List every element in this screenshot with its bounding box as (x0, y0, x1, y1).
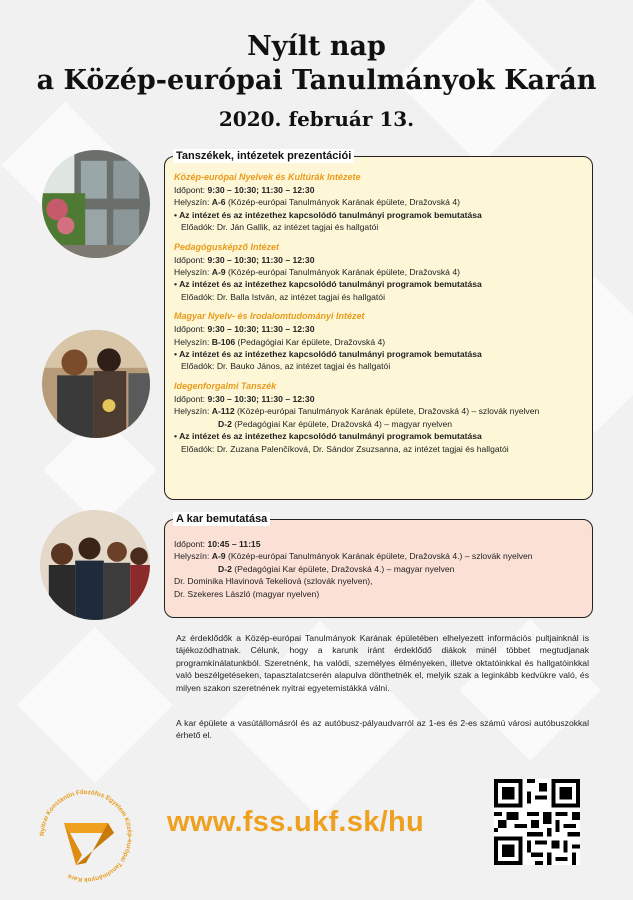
bullet-line: • Az intézet és az intézethez kapcsolódó tanulmányi programok bemutatása (174, 349, 482, 360)
qr-code-icon (494, 779, 580, 865)
section-heading: Idegenforgalmi Tanszék (174, 380, 277, 391)
title-line2: a Közép-európai Tanulmányok Karán (36, 65, 597, 96)
section-heading: Magyar Nyelv- és Irodalomtudományi Intézet (174, 311, 365, 322)
page-title (0, 30, 633, 134)
place-line: Helyszín: A-6 (Közép-európai Tanulmányok Karának épülete, Dražovská 4) (174, 197, 460, 208)
presentations-box (164, 150, 593, 500)
faculty-box (164, 513, 593, 618)
penrose-triangle-logo (34, 784, 138, 888)
speaker-line-2: Dr. Szekeres László (magyar nyelven) (174, 588, 320, 599)
bullet-line: • Az intézet és az intézethez kapcsolódó tanulmányi programok bemutatása (174, 431, 482, 442)
section-pedagoguskepzo (174, 241, 580, 304)
presentations-title: Tanszékek, intézetek prezentációi (173, 149, 354, 163)
event-date: 2020. február 13. (218, 107, 415, 131)
website-link[interactable]: www.fss.ukf.sk/hu (167, 806, 425, 838)
time-line: Időpont: 9:30 – 10:30; 11:30 – 12:30 (174, 254, 315, 265)
building-photo (42, 150, 150, 258)
faculty-title: A kar bemutatása (173, 512, 270, 526)
speaker-line-1: Dr. Dominika Hlavinová Tekeliová (szlovák nyelven), (174, 576, 373, 587)
info-paragraph-1: Az érdeklődők a Közép-európai Tanulmányok Karának épületében elhelyezett információs pultjainknál is tájékozódhatnak. Célunk, hogy a karunk iránt érdeklődő diákok minél többet megtudjanak programkínálatunkból. Szeretnénk, ha valódi, személyes élményeken, illetve oktatóinkkal és hallgatóinkkal való beszélgetéseken, tapasztalatcserén alapulva dönthetnék el, melyik szak a leginkább kedvükre való, és milyen szakon szeretnének nyitrai egyetemistákká válni. (176, 633, 589, 693)
speakers-line: Előadók: Dr. Bauko János, az intézet tagjai és hallgatói (181, 361, 391, 372)
speakers-line: Előadók: Dr. Ján Gallik, az intézet tagjai és hallgatói (181, 222, 379, 233)
place-line: Helyszín: A-9 (Közép-európai Tanulmányok Karának épülete, Dražovská 4.) – szlovák nyelven (174, 551, 533, 562)
place2-line: D-2 (Pedagógiai Kar épülete, Dražovská 4) – magyar nyelven (218, 418, 453, 429)
bullet-line: • Az intézet és az intézethez kapcsolódó tanulmányi programok bemutatása (174, 209, 482, 220)
speakers-line: Előadók: Dr. Balla István, az intézet tagjai és hallgatói (181, 291, 385, 302)
time-line: Időpont: 9:30 – 10:30; 11:30 – 12:30 (174, 324, 315, 335)
title-line1: Nyílt nap (247, 31, 386, 62)
place-line: Helyszín: B-106 (Pedagógiai Kar épülete, Dražovská 4) (174, 336, 386, 347)
info-paragraph-2: A kar épülete a vasútállomásról és az autóbusz-pályaudvarról az 1-es és 2-es számú városi autóbuszokkal érhető el. (176, 718, 589, 741)
students-photo (42, 330, 150, 438)
section-kozep-europai (174, 171, 580, 234)
penrose-icon (64, 823, 114, 865)
logo-text: Nyitrai Konstantin Filozófus Egyetem Közép-európai Tanulmányok Kara (38, 788, 134, 884)
section-heading: Közép-európai Nyelvek és Kultúrák Intézete (174, 172, 361, 182)
time-line: Időpont: 10:45 – 11:15 (174, 539, 261, 549)
section-magyar-nyelv (174, 310, 580, 373)
place-line: Helyszín: A-112 (Közép-európai Tanulmányok Karának épülete, Dražovská 4) – szlovák nyelven (174, 406, 540, 417)
place-line: Helyszín: A-9 (Közép-európai Tanulmányok Karának épülete, Dražovská 4) (174, 267, 460, 278)
group-photo (40, 510, 150, 620)
place2-line: D-2 (Pedagógiai Kar épülete, Dražovská 4.) – magyar nyelven (218, 563, 455, 574)
section-heading: Pedagógusképző Intézet (174, 241, 280, 252)
section-idegenforgalmi (174, 380, 580, 455)
speakers-line: Előadók: Dr. Zuzana Palenčíková, Dr. Sándor Zsuzsanna, az intézet tagjai és hallgatói (181, 443, 509, 454)
time-line: Időpont: 9:30 – 10:30; 11:30 – 12:30 (174, 393, 315, 404)
time-line: Időpont: 9:30 – 10:30; 11:30 – 12:30 (174, 185, 315, 195)
bullet-line: • Az intézet és az intézethez kapcsolódó tanulmányi programok bemutatása (174, 279, 482, 290)
